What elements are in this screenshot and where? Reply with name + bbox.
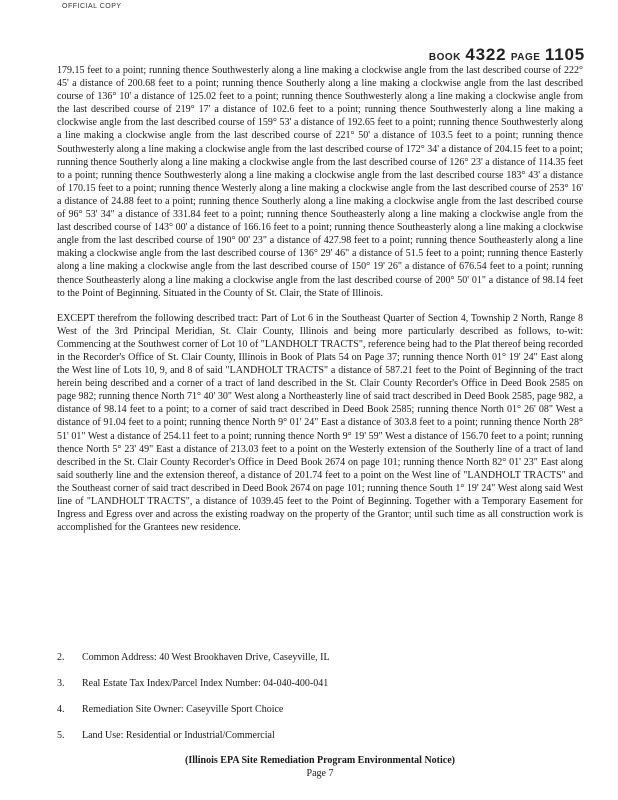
item-number: 4. [57,704,65,715]
book-label: BOOK [428,52,461,63]
notice-items-list [57,651,587,755]
book-page-stamp [429,45,585,65]
list-item [57,651,587,677]
item-number: 3. [57,678,65,689]
book-number: 4322 [465,45,507,64]
common-address: Common Address: 40 West Brookhaven Drive, Caseyville, IL [82,652,330,663]
except-paragraph: EXCEPT therefrom the following described tract: Part of Lot 6 in the Southeast Quarter of Section 4, Township 2 North, Range 8 West of the 3rd Principal Meridian, St. Clair County, Illinois and being more particularly described as follows, to-wit: Commencing at the Southwest corner of Lot 10 of "LANDHOLT TRACTS", reference being had to the Plat thereof being recorded in the Recorder's Office of St. Clair County, Illinois in Book of Plats 54 on Page 37; running thence North 01° 19' 24" East along the West line of Lots 10, 9, and 8 of said "LANDHOLT TRACTS" a distance of 587.21 feet to the Point of Beginning of the tract herein being described and a corner of a tract of land described in the St. Clair County Recorder's Office in Deed Book 2585 on page 982; running thence North 71° 40' 30" West along a Northeasterly line of said tract described in Deed Book 2585, page 982, a distance of 98.14 feet to a point; to a corner of said tract described in Deed Book 2585; running thence North 01° 26' 08" West a distance of 91.04 feet to a point; running thence North 9° 01' 24" East a distance of 303.8 feet to a point; running thence North 28° 51' 01" West a distance of 254.11 feet to a point; running thence North 9° 19' 59" West a distance of 156.70 feet to a point; running thence North 5° 23' 49" East a distance of 213.03 feet to a point on the Westerly extension of the Southerly line of a tract of land described in the St. Clair County Recorder's Office in Deed Book 2674 on page 101; running thence North 82° 01' 23" East along said southerly line and the extension thereof, a distance of 201.74 feet to a point on the West line of "LANDHOLT TRACTS" and the Southeast corner of said tract described in Deed Book 2674 on page 101; running thence South 1° 19' 24" West along said West line of "LANDHOLT TRACTS", a distance of 1039.45 feet to the Point of Beginning. Together with a Temporary Easement for Ingress and Egress over and across the existing roadway on the property of the Grantor; until such time as all construction work is accomplished for the Grantees new residence. [57,312,583,534]
page-label: PAGE [510,52,541,63]
parcel-index-number: Real Estate Tax Index/Parcel Index Number: 04-040-400-041 [82,678,329,689]
item-number: 2. [57,652,65,663]
footer-page-number: Page 7 [306,768,334,779]
list-item [57,703,587,729]
list-item [57,729,587,755]
list-item [57,677,587,703]
legal-description [57,64,583,534]
footer-notice-title: (Illinois EPA Site Remediation Program Environmental Notice) [185,755,455,766]
remediation-site-owner: Remediation Site Owner: Caseyville Sport Choice [82,704,284,715]
land-use: Land Use: Residential or Industrial/Commercial [82,730,275,741]
legal-description-paragraph: 179.15 feet to a point; running thence Southwesterly along a line making a clockwise angle from the last described course of 222° 45' a distance of 200.68 feet to a point; running thence Southerly along a line making a clockwise angle from the last described course of 136° 10' a distance of 125.02 feet to a point; running thence Southwesterly along a line making a clockwise angle from the last described course of 219° 17' a distance of 102.6 feet to a point; running thence Southwesterly along a line making a clockwise angle from the last described course of 159° 53' a distance of 192.65 feet to a point; running thence Southwesterly along a line making a clockwise angle from the last described course of 221° 50' a distance of 103.5 feet to a point; running thence Southwesterly along a line making a clockwise angle from the last described course of 172° 34' a distance of 204.15 feet to a point; running thence Southerly along a line making a clockwise angle from the last described course of 126° 23' a distance of 114.35 feet to a point; running thence Southwesterly along a line making a clockwise angle from the last described course 183° 43' a distance of 170.15 feet to a point; running thence Westerly along a line making a clockwise angle from the last described course of 253° 16' a distance of 24.88 feet to a point; running thence Southerly along a line making a clockwise angle from the last described course of 96° 53' 34" a distance of 331.84 feet to a point; running thence Southeasterly along a line making a clockwise angle from the last described course of 143° 00' a distance of 166.16 feet to a point; running thence Southeasterly along a line making a clockwise angle from the last described course of 190° 00' 23" a distance of 427.98 feet to a point; running thence Southeasterly along a line making a clockwise angle from the last described course of 136° 29' 46" a distance of 51.5 feet to a point; running thence Easterly along a line making a clockwise angle from the last described course of 150° 19' 26" a distance of 676.54 feet to a point; running thence Southeasterly along a line making a clockwise angle from the last described course of 200° 50' 01" a distance of 98.14 feet to the Point of Beginning. Situated in the County of St. Clair, the State of Illinois. [57,65,583,299]
official-copy-stamp: OFFICIAL COPY [62,3,122,10]
item-number: 5. [57,730,65,741]
page-number: 1105 [544,45,585,64]
